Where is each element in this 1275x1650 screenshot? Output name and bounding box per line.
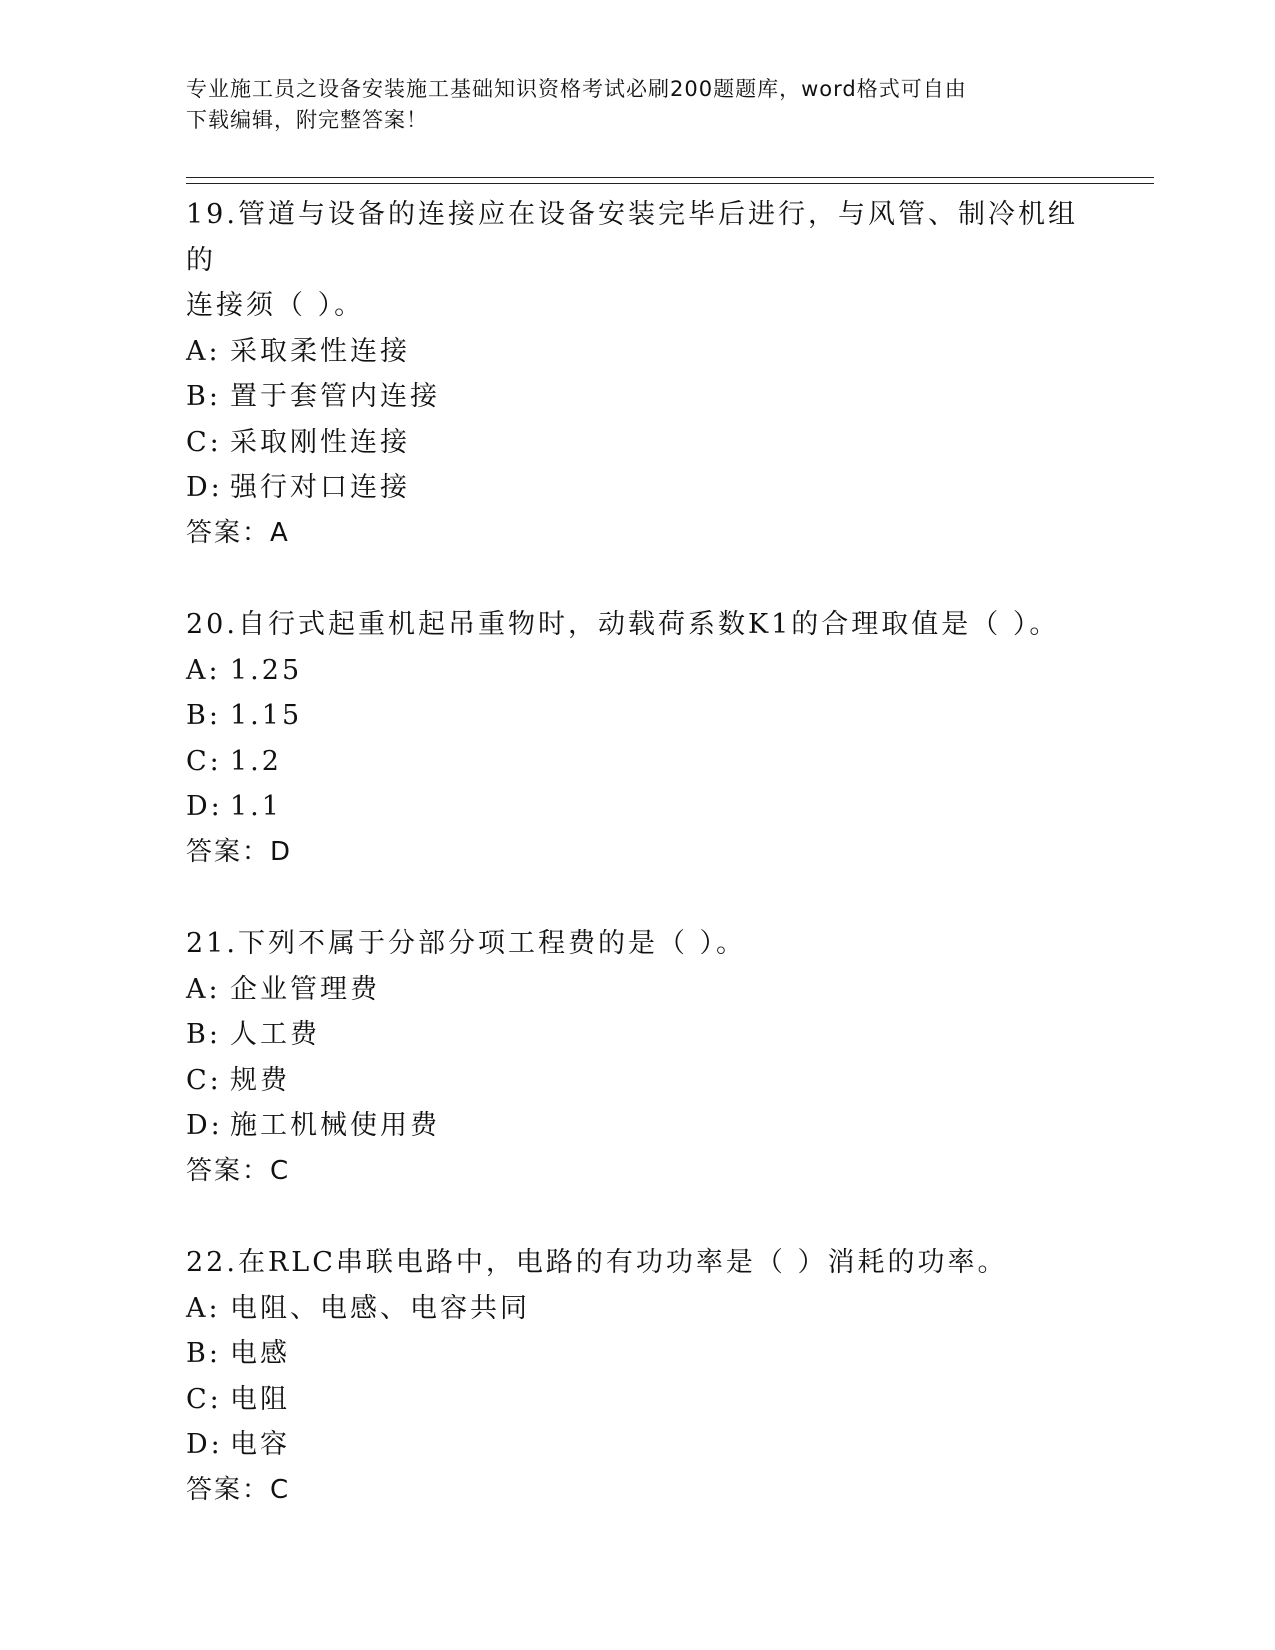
question-stem: 19.管道与设备的连接应在设备安装完毕后进行，与风管、制冷机组的 xyxy=(186,199,1078,276)
option-c xyxy=(186,1377,1086,1423)
answer-label: 答案：A xyxy=(186,517,290,548)
option-c xyxy=(186,739,1086,785)
option-a xyxy=(186,967,1086,1013)
option-text: 采取柔性连接 xyxy=(230,335,410,367)
header-line-1: 专业施工员之设备安装施工基础知识资格考试必刷200题题库，word格式可自由 xyxy=(186,77,967,101)
question-stem: 22.在RLC串联电路中，电路的有功功率是（ ）消耗的功率。 xyxy=(186,1247,1008,1278)
option-d xyxy=(186,1422,1086,1468)
option-letter: C: xyxy=(186,745,222,777)
option-text: 人工费 xyxy=(230,1019,320,1050)
answer-label: 答案：C xyxy=(186,1474,291,1505)
option-b xyxy=(186,1331,1086,1377)
option-d xyxy=(186,784,1086,830)
option-d xyxy=(186,1103,1086,1149)
option-letter: B: xyxy=(186,1019,221,1050)
option-b xyxy=(186,1012,1086,1058)
option-text: 规费 xyxy=(230,1064,290,1096)
option-d xyxy=(186,465,1086,511)
answer-label: 答案：C xyxy=(186,1155,291,1186)
option-c xyxy=(186,1058,1086,1104)
option-letter: B: xyxy=(186,381,221,412)
option-letter: C: xyxy=(186,1383,222,1415)
option-letter: A: xyxy=(186,654,221,686)
option-b xyxy=(186,374,1086,420)
option-text: 采取刚性连接 xyxy=(230,426,410,458)
option-text: 置于套管内连接 xyxy=(230,381,440,412)
question-stem: 21.下列不属于分部分项工程费的是（ ）。 xyxy=(186,928,747,959)
option-text: 1.2 xyxy=(230,745,282,777)
option-c xyxy=(186,420,1086,466)
option-text: 1.25 xyxy=(230,654,303,686)
option-letter: D: xyxy=(186,791,223,822)
option-text: 电阻、电感、电容共同 xyxy=(230,1292,530,1324)
option-text: 电感 xyxy=(230,1338,290,1369)
option-a xyxy=(186,329,1086,375)
answer-label: 答案：D xyxy=(186,836,293,867)
question-list xyxy=(186,192,1086,1559)
question-20 xyxy=(186,602,1086,875)
header-divider-bottom xyxy=(186,183,1154,184)
option-text: 1.15 xyxy=(230,700,303,731)
option-text: 强行对口连接 xyxy=(230,472,410,503)
option-text: 企业管理费 xyxy=(230,973,380,1005)
option-text: 电阻 xyxy=(230,1383,290,1415)
header-line-2: 下载编辑，附完整答案！ xyxy=(186,108,428,132)
option-letter: C: xyxy=(186,1064,222,1096)
question-21 xyxy=(186,921,1086,1194)
option-letter: A: xyxy=(186,335,221,367)
option-letter: A: xyxy=(186,973,221,1005)
option-letter: B: xyxy=(186,1338,221,1369)
question-22 xyxy=(186,1240,1086,1513)
option-b xyxy=(186,693,1086,739)
question-stem: 20.自行式起重机起吊重物时，动载荷系数K1的合理取值是（ ）。 xyxy=(186,609,1060,640)
option-letter: A: xyxy=(186,1292,221,1324)
option-letter: B: xyxy=(186,700,221,731)
option-a xyxy=(186,648,1086,694)
option-letter: D: xyxy=(186,472,223,503)
question-19 xyxy=(186,192,1086,556)
option-letter: D: xyxy=(186,1110,223,1141)
document-header xyxy=(186,74,1066,136)
header-divider-top xyxy=(186,177,1154,178)
option-a xyxy=(186,1286,1086,1332)
option-letter: C: xyxy=(186,426,222,458)
question-stem-continued: 连接须（ ）。 xyxy=(186,290,365,321)
option-letter: D: xyxy=(186,1429,223,1460)
option-text: 1.1 xyxy=(230,791,282,822)
option-text: 施工机械使用费 xyxy=(230,1110,440,1141)
option-text: 电容 xyxy=(230,1429,290,1460)
